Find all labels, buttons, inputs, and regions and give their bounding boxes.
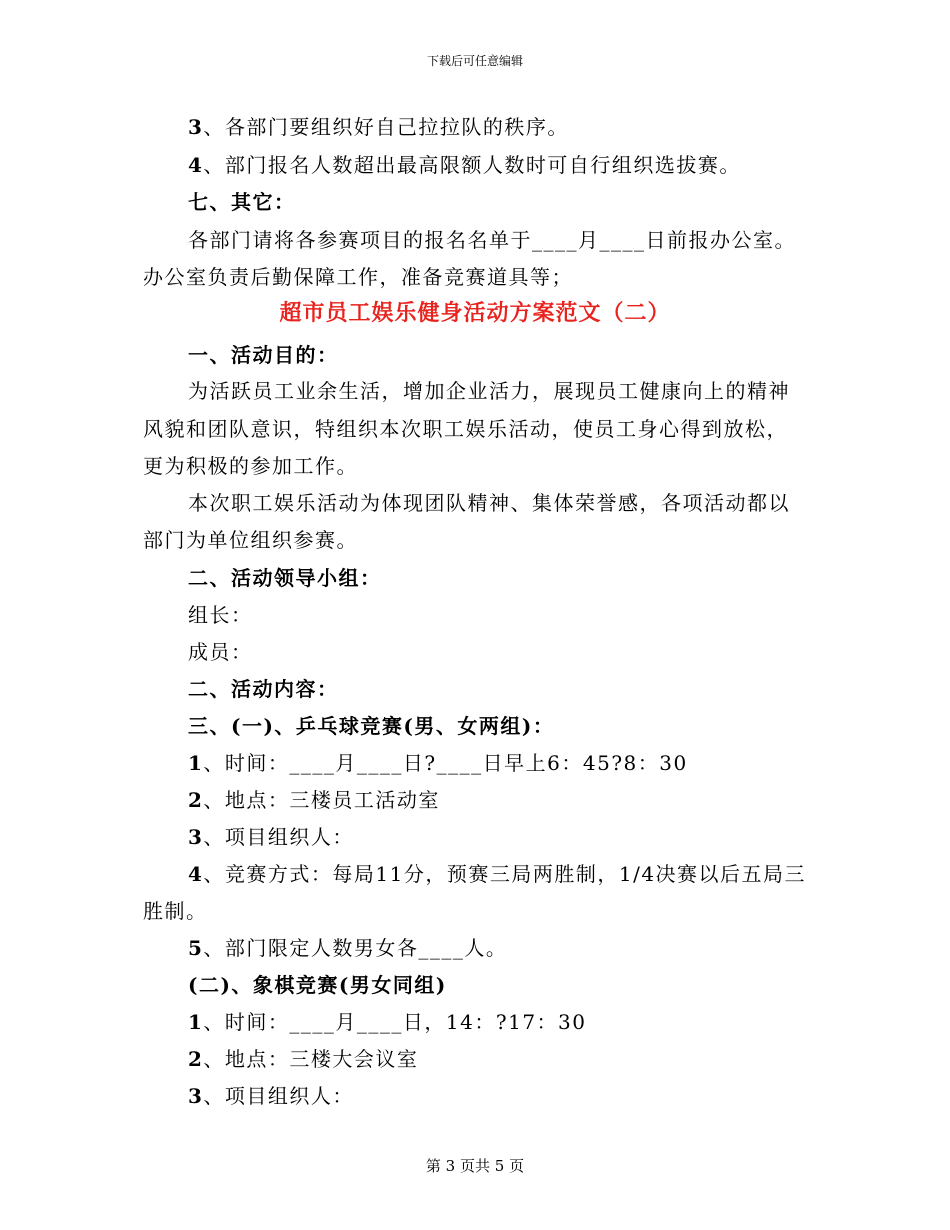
text-line: [188, 1045, 418, 1073]
item-number: 3: [188, 115, 204, 139]
section-heading: 三、(一)、乒乓球竞赛(男、女两组)：: [188, 714, 555, 738]
line-text: 、地点：三楼大会议室: [203, 1047, 419, 1071]
line-text: 、项目组织人：: [203, 825, 354, 849]
text-line: [188, 786, 440, 814]
item-number: 5: [188, 936, 204, 960]
item-number: 3: [188, 1084, 204, 1108]
section-title: 超市员工娱乐健身活动方案范文（二）: [279, 300, 671, 326]
line-text: 、时间：____月____日?____日早上6：45?8：30: [203, 751, 688, 775]
text-line: 更为积极的参加工作。: [143, 454, 358, 478]
text-line: [188, 113, 569, 141]
text-line: 本次职工娱乐活动为体现团队精神、集体荣誉感，各项活动都以: [188, 491, 790, 515]
text-line: [188, 934, 507, 962]
text-line: [188, 749, 688, 777]
section-heading: 七、其它：: [188, 190, 296, 214]
text-line: [188, 823, 354, 851]
line-text: 、时间：____月____日，14：?17：30: [203, 1010, 587, 1034]
page-header: 下载后可任意编辑: [426, 54, 523, 68]
line-text: 、各部门要组织好自己拉拉队的秩序。: [203, 115, 569, 139]
line-text: 、部门限定人数男女各____人。: [203, 936, 508, 960]
item-number: 4: [188, 153, 204, 177]
text-line: 风貌和团队意识，特组织本次职工娱乐活动，使员工身心得到放松，: [143, 417, 788, 441]
text-line: 部门为单位组织参赛。: [143, 528, 358, 552]
text-line: 办公室负责后勤保障工作，准备竞赛道具等；: [143, 265, 573, 289]
text-line: [188, 1082, 354, 1110]
text-line: [188, 151, 741, 179]
section-heading: 一、活动目的：: [188, 343, 339, 367]
section-heading: 二、活动内容：: [188, 677, 339, 701]
text-line: [188, 1008, 587, 1036]
text-line: [188, 860, 806, 888]
item-number: 1: [188, 751, 204, 775]
line-text: 、地点：三楼员工活动室: [203, 788, 440, 812]
text-line: 为活跃员工业余生活，增加企业活力，展现员工健康向上的精神: [188, 379, 790, 403]
section-heading: 二、活动领导小组：: [188, 566, 382, 590]
item-number: 2: [188, 788, 204, 812]
item-number: 1: [188, 1010, 204, 1034]
line-text: 、竞赛方式：每局11分，预赛三局两胜制，1/4决赛以后五局三: [203, 862, 807, 886]
text-line: 成员：: [188, 640, 253, 664]
item-number: 4: [188, 862, 204, 886]
page-footer: 第 3 页共 5 页: [425, 1157, 525, 1175]
line-text: 、部门报名人数超出最高限额人数时可自行组织选拔赛。: [203, 153, 741, 177]
item-number: 3: [188, 825, 204, 849]
text-line: 各部门请将各参赛项目的报名名单于____月____日前报办公室。: [188, 228, 796, 252]
text-line: 胜制。: [143, 899, 208, 923]
text-line: 组长：: [188, 603, 253, 627]
line-text: 、项目组织人：: [203, 1084, 354, 1108]
section-heading: (二)、象棋竞赛(男女同组): [188, 973, 447, 997]
item-number: 2: [188, 1047, 204, 1071]
